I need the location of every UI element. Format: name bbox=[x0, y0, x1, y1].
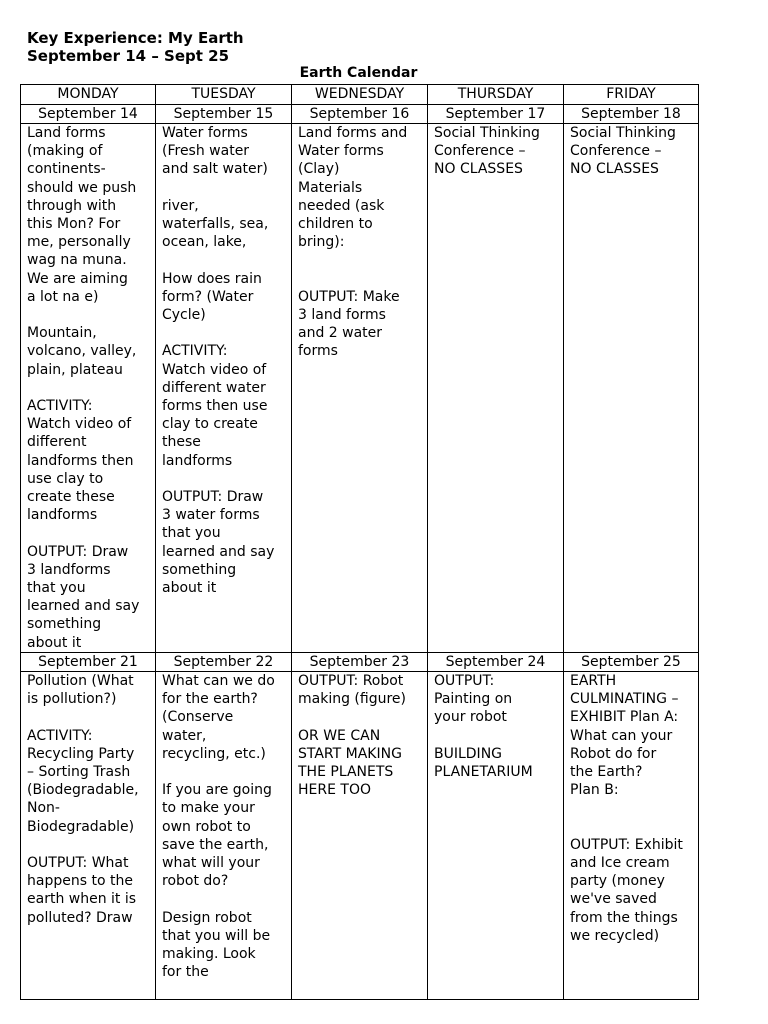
week1-entry-row bbox=[21, 124, 699, 653]
entry-cell-sept-21: Pollution (What is pollution?) ACTIVITY: Recycling Party – Sorting Trash (Biodegradable, Non- Biodegradable) OUTPUT: What happens to the earth when it is polluted? Draw bbox=[21, 671, 156, 999]
date-cell: September 14 bbox=[21, 105, 156, 124]
weekday-header-row bbox=[21, 85, 699, 105]
date-cell: September 15 bbox=[156, 105, 292, 124]
date-cell: September 16 bbox=[292, 105, 428, 124]
entry-cell-sept-15: Water forms (Fresh water and salt water) river, waterfalls, sea, ocean, lake, How does rain form? (Water Cycle) ACTIVITY: Watch video of different water forms then use clay to create these landforms OUTPUT: Draw 3 water forms that you learned and say something about it bbox=[156, 124, 292, 653]
day-header-thursday: THURSDAY bbox=[428, 85, 564, 105]
date-cell: September 22 bbox=[156, 652, 292, 671]
key-experience-title: Key Experience: My Earth bbox=[27, 29, 244, 47]
day-header-tuesday: TUESDAY bbox=[156, 85, 292, 105]
date-cell: September 25 bbox=[564, 652, 699, 671]
date-cell: September 17 bbox=[428, 105, 564, 124]
entry-cell-sept-17: Social Thinking Conference – NO CLASSES bbox=[428, 124, 564, 653]
document-header bbox=[27, 29, 244, 65]
date-cell: September 24 bbox=[428, 652, 564, 671]
week2-entry-row bbox=[21, 671, 699, 999]
day-header-monday: MONDAY bbox=[21, 85, 156, 105]
week2-date-row bbox=[21, 652, 699, 671]
entry-cell-sept-23: OUTPUT: Robot making (figure) OR WE CAN START MAKING THE PLANETS HERE TOO bbox=[292, 671, 428, 999]
earth-calendar-table bbox=[20, 84, 699, 1000]
day-header-friday: FRIDAY bbox=[564, 85, 699, 105]
date-range: September 14 – Sept 25 bbox=[27, 47, 230, 65]
entry-cell-sept-14: Land forms (making of continents- should we push through with this Mon? For me, personally wag na muna. We are aiming a lot na e) Mountain, volcano, valley, plain, plateau ACTIVITY: Watch video of different landforms then use clay to create these landforms OUTPUT: Draw 3 landforms that you learned and say something about it bbox=[21, 124, 156, 653]
calendar-title: Earth Calendar bbox=[299, 65, 418, 81]
week1-date-row bbox=[21, 105, 699, 124]
entry-cell-sept-25: EARTH CULMINATING – EXHIBIT Plan A: What can your Robot do for the Earth? Plan B: OUTPUT: Exhibit and Ice cream party (money we've saved from the things we recycled) bbox=[564, 671, 699, 999]
entry-cell-sept-18: Social Thinking Conference – NO CLASSES bbox=[564, 124, 699, 653]
day-header-wednesday: WEDNESDAY bbox=[292, 85, 428, 105]
entry-cell-sept-22: What can we do for the earth? (Conserve water, recycling, etc.) If you are going to make your own robot to save the earth, what will your robot do? Design robot that you will be making. Look for the bbox=[156, 671, 292, 999]
date-cell: September 21 bbox=[21, 652, 156, 671]
date-cell: September 18 bbox=[564, 105, 699, 124]
entry-cell-sept-24: OUTPUT: Painting on your robot BUILDING PLANETARIUM bbox=[428, 671, 564, 999]
entry-cell-sept-16: Land forms and Water forms (Clay) Materials needed (ask children to bring): OUTPUT: Make 3 land forms and 2 water forms bbox=[292, 124, 428, 653]
date-cell: September 23 bbox=[292, 652, 428, 671]
